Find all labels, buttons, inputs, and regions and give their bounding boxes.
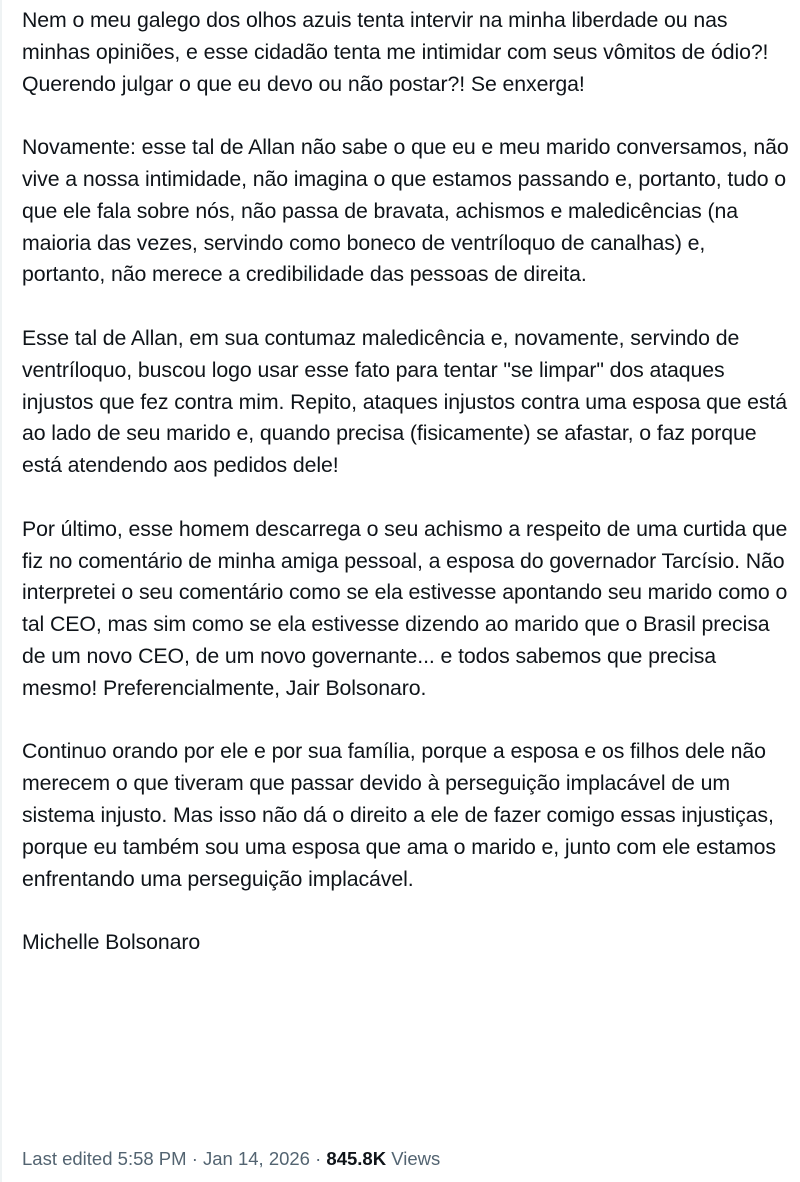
post-meta bbox=[22, 1148, 440, 1170]
post-paragraph-1: Nem o meu galego dos olhos azuis tenta intervir na minha liberdade ou nas minhas opiniões, e esse cidadão tenta me intimidar com seus vômitos de ódio?! Querendo julgar o que eu devo ou não postar?! Se enxerga! bbox=[22, 8, 769, 96]
left-border bbox=[0, 0, 2, 1182]
post-paragraph-3: Esse tal de Allan, em sua contumaz maledicência e, novamente, servindo de ventríloquo, buscou logo usar esse fato para tentar "se limpar" dos ataques injustos que fez contra mim. Repito, ataques injustos contra uma esposa que está ao lado de seu marido e, quando precisa (fisicamente) se afastar, o faz porque está atendendo aos pedidos dele! bbox=[22, 325, 788, 478]
post-paragraph-5: Continuo orando por ele e por sua família, porque a esposa e os filhos dele não merecem o que tiveram que passar devido à perseguição implacável de um sistema injusto. Mas isso não dá o direito a ele de fazer comigo essas injustiças, porque eu também sou uma esposa que ama o marido e, junto com ele estamos enfrentando uma perseguição implacável. bbox=[22, 739, 776, 891]
views-count: 845.8K bbox=[326, 1148, 387, 1169]
post-paragraph-2: Novamente: esse tal de Allan não sabe o que eu e meu marido conversamos, não vive a nossa intimidade, não imagina o que estamos passando e, portanto, tudo o que ele fala sobre nós, não passa de bravata, achismos e maledicências (na maioria das vezes, servindo como boneco de ventríloquo de canalhas) e, portanto, não merece a credibilidade das pessoas de direita. bbox=[22, 135, 789, 287]
views-label: Views bbox=[386, 1148, 441, 1169]
post-paragraph-4: Por último, esse homem descarrega o seu achismo a respeito de uma curtida que fiz no comentário de minha amiga pessoal, a esposa do governador Tarcísio. Não interpretei o seu comentário como se ela estivesse apontando seu marido como o tal CEO, mas sim como se ela estivesse dizendo ao marido que o Brasil precisa de um novo CEO, de um novo governante... e todos sabemos que precisa mesmo! Preferencialmente, Jair Bolsonaro. bbox=[22, 516, 788, 700]
post-signature: Michelle Bolsonaro bbox=[22, 930, 201, 955]
post-body bbox=[22, 5, 792, 991]
edited-timestamp-link[interactable]: Last edited 5:58 PM · Jan 14, 2026 · bbox=[22, 1148, 327, 1169]
